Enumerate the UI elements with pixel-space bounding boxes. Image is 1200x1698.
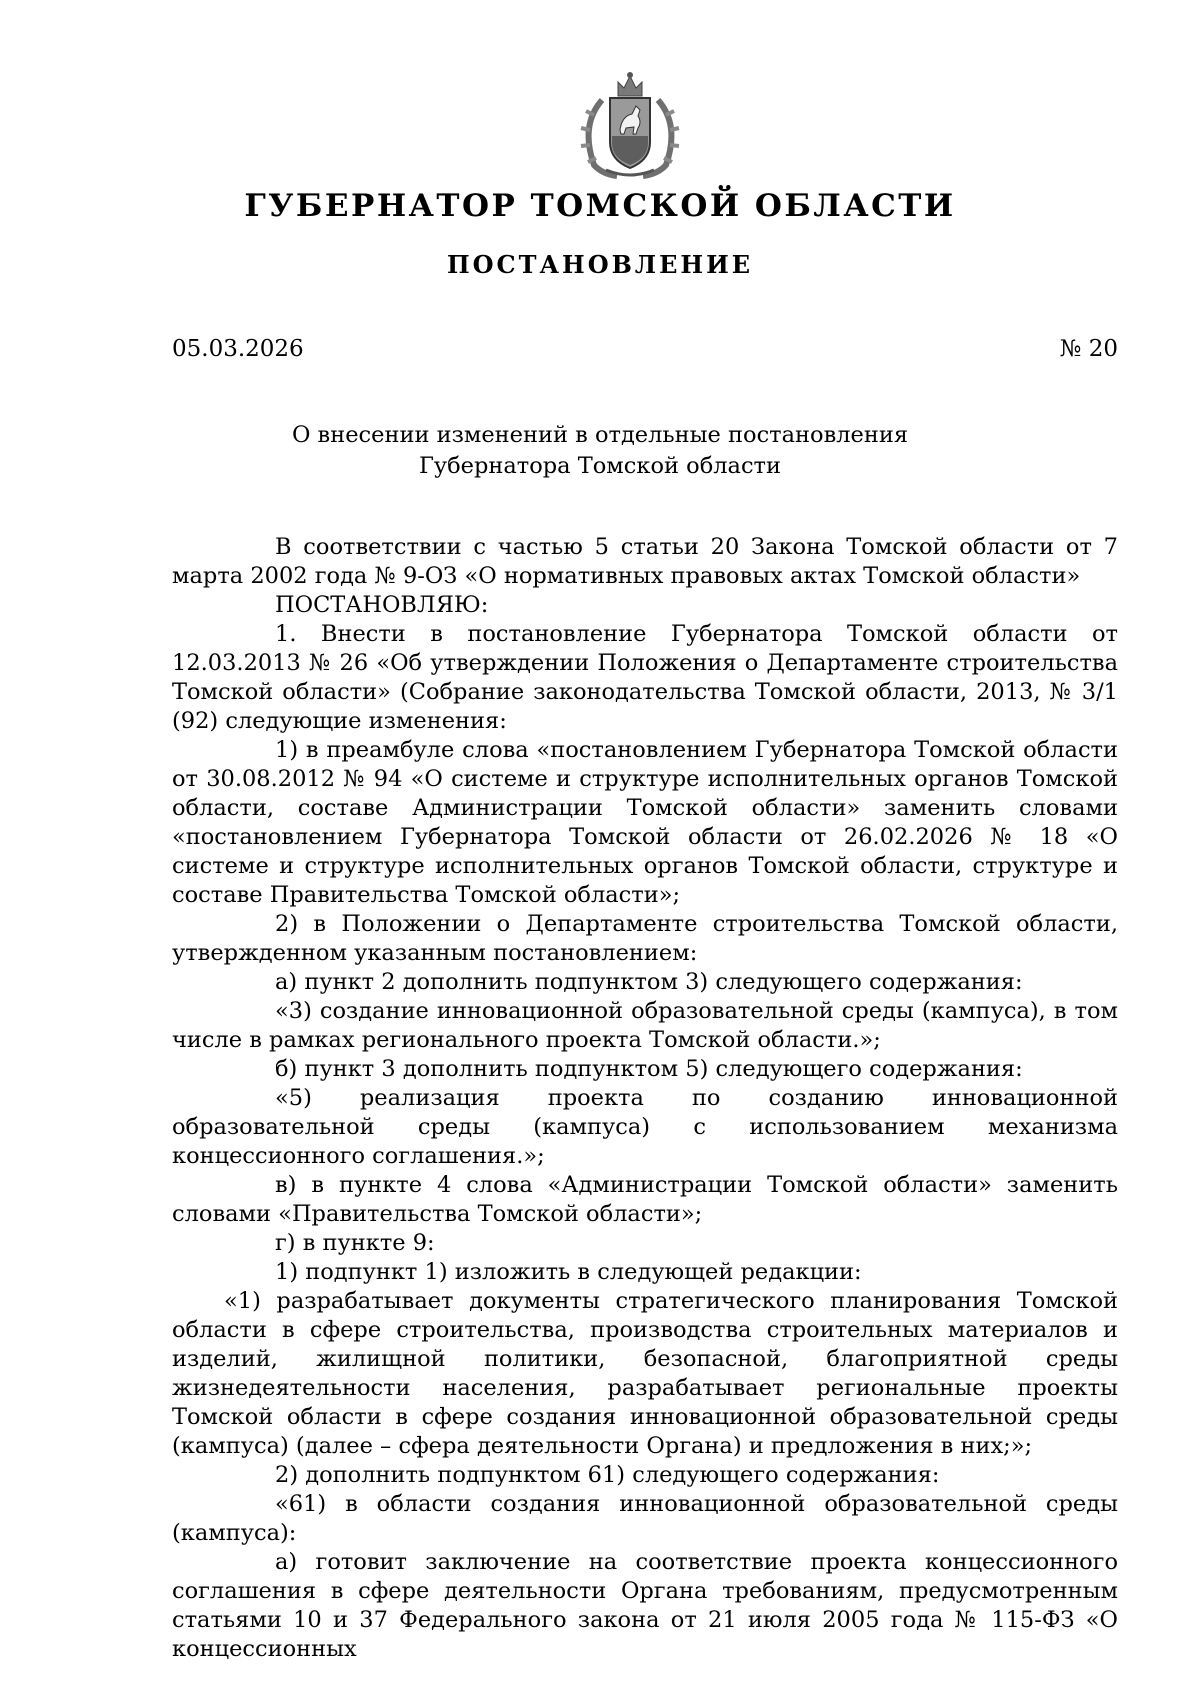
paragraph: а) пункт 2 дополнить подпунктом 3) следующего содержания: [275,969,1023,995]
document-subject [0,420,1200,482]
paragraph: 1) в преамбуле слова «постановлением Губернатора Томской области от 30.08.2012 № 94 «О системе и структуре исполнительных органов Томской области, составе Администрации Томской области» заменить словами «постановлением Губернатора Томской области от 26.02.2026 № 18 «О системе и структуре исполнительных органов Томской области, структуре и составе Правительства Томской области»; [172,737,1118,908]
subject-line: Губернатора Томской области [418,453,782,479]
issuing-authority: ГУБЕРНАТОР ТОМСКОЙ ОБЛАСТИ [244,188,956,224]
paragraph: б) пункт 3 дополнить подпунктом 5) следующего содержания: [275,1056,1023,1082]
document-number: № 20 [1059,336,1118,362]
paragraph: а) готовит заключение на соответствие проекта концессионного соглашения в сфере деятельности Органа требованиям, предусмотренным статьями 10 и 37 Федерального закона от 21 июля 2005 года № 115-ФЗ «О концессионных [172,1549,1118,1662]
paragraph: «3) создание инновационной образовательной среды (кампуса), в том числе в рамках регионального проекта Томской области.»; [172,998,1118,1053]
paragraph: г) в пункте 9: [275,1230,435,1256]
document-date: 05.03.2026 [172,336,304,362]
paragraph: «1) разрабатывает документы стратегического планирования Томской области в сфере строительства, производства строительных материалов и изделий, жилищной политики, безопасной, благоприятной среды жизнедеятельности населения, разрабатывает региональные проекты Томской области в сфере создания инновационной образовательной среды (кампуса) (далее – сфера деятельности Органа) и предложения в них;»; [172,1288,1118,1459]
paragraph: в) в пункте 4 слова «Администрации Томской области» заменить словами «Правительства Томской области»; [172,1172,1118,1227]
paragraph: «61) в области создания инновационной образовательной среды (кампуса): [172,1491,1118,1546]
subject-line: О внесении изменений в отдельные постановления [291,422,909,448]
document-body [172,533,1118,1664]
paragraph: 1. Внести в постановление Губернатора Томской области от 12.03.2013 № 26 «Об утверждении Положения о Департаменте строительства Томской области» (Собрание законодательства Томской области, 2013, № 3/1 (92) следующие изменения: [172,621,1118,734]
paragraph: В соответствии с частью 5 статьи 20 Закона Томской области от 7 марта 2002 года № 9-ОЗ «О нормативных правовых актах Томской области» [172,534,1118,589]
document-type: ПОСТАНОВЛЕНИЕ [446,250,754,279]
paragraph: 2) в Положении о Департаменте строительства Томской области, утвержденном указанным постановлением: [172,911,1118,966]
paragraph: 2) дополнить подпунктом 61) следующего содержания: [275,1462,940,1488]
paragraph: 1) подпункт 1) изложить в следующей редакции: [275,1259,862,1285]
paragraph: «5) реализация проекта по созданию инновационной образовательной среды (кампуса) с использованием механизма концессионного соглашения.»; [172,1085,1118,1169]
resolution-word: ПОСТАНОВЛЯЮ: [275,592,489,618]
coat-of-arms-emblem [572,70,688,180]
